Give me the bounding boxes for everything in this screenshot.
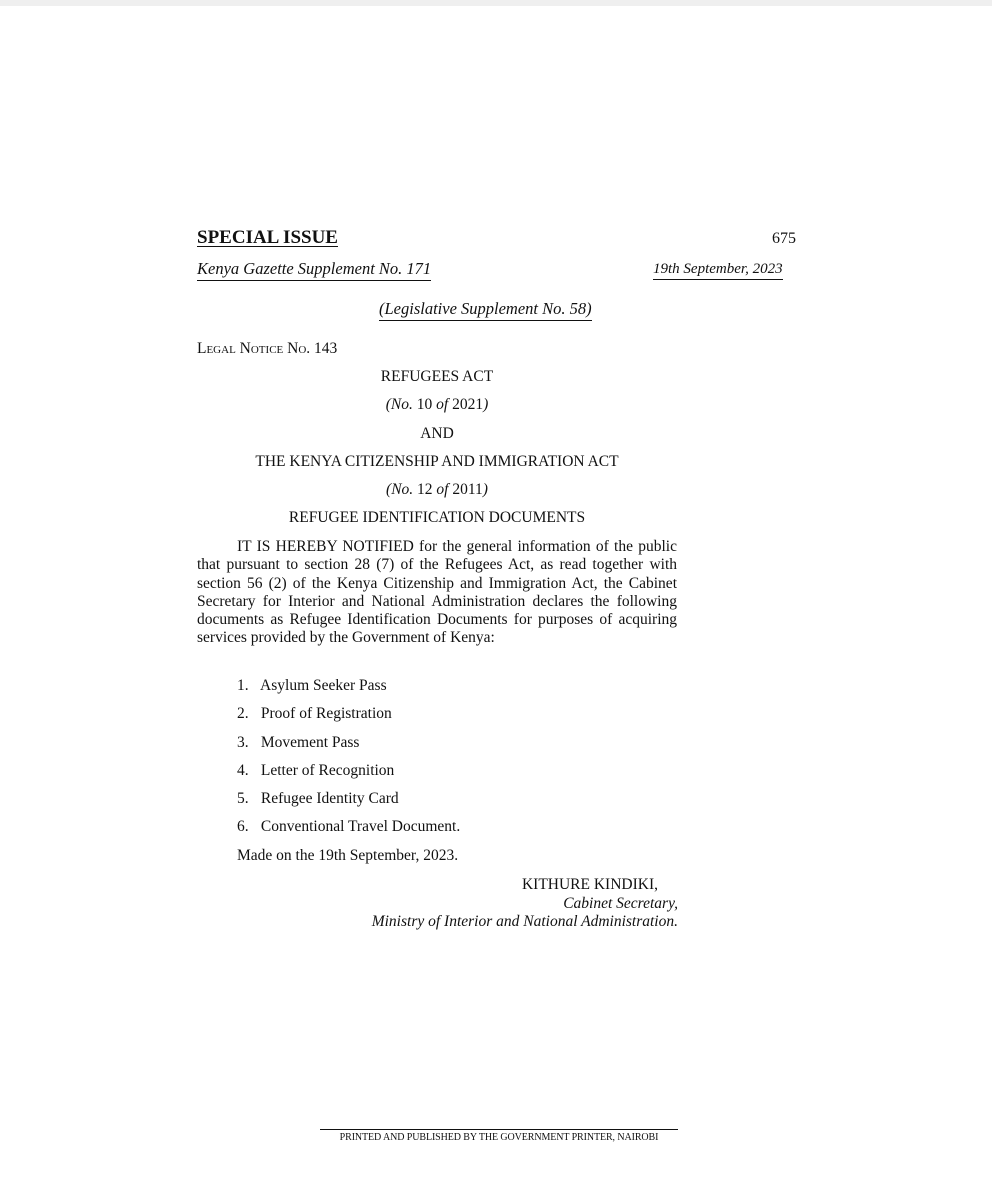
signature-block [300,876,678,932]
list-item-number: 6. [237,818,249,836]
list-item-text: Asylum Seeker Pass [260,677,387,694]
signatory-title: Cabinet Secretary, [563,894,678,912]
act1-no-year: 2021 [448,396,484,413]
list-item-text: Proof of Registration [260,705,392,723]
list-item-number: 2. [237,705,249,723]
list-item-number: 3. [237,733,249,751]
list-item [237,818,460,846]
notice-body-paragraph: IT IS HEREBY NOTIFIED for the general information of the public that pursuant to section 28 (7) of the Refugees Act, as read together with section 56 (2) of the Kenya Citizenship and Immigration Act, the Cabinet Secretary for Interior and National Administration declares the following documents as Refugee Identification Documents for purposes of acquiring services provided by the Government of Kenya: [197,538,677,647]
act2-no-year: 2011 [448,481,483,498]
list-item-text: Refugee Identity Card [260,790,399,808]
notice-subject: REFUGEE IDENTIFICATION DOCUMENTS [288,509,586,526]
list-item-number: 4. [237,761,249,779]
signatory-name: KITHURE KINDIKI, [521,876,658,893]
list-item-text: Letter of Recognition [260,761,395,779]
viewer-top-bar [0,0,992,6]
legal-notice-number: Legal Notice No. 143 [197,340,338,357]
act2-no-num: 12 [413,481,437,498]
gazette-supplement-title: Kenya Gazette Supplement No. 171 [197,259,431,281]
list-item-number: 1. [237,677,249,694]
act1-title: REFUGEES ACT [380,368,494,385]
legislative-supplement: (Legislative Supplement No. 58) [379,299,592,321]
act1-number [197,396,677,414]
special-issue-heading: SPECIAL ISSUE [197,227,338,248]
act2-no-close: ) [482,481,488,498]
act1-no-close: ) [483,396,489,413]
list-item [237,734,460,762]
act2-number [197,481,677,499]
act2-no-prefix: (No. [386,481,414,498]
list-item-text: Conventional Travel Document. [260,818,461,836]
list-item-text: Movement Pass [260,733,360,751]
documents-list [237,677,460,847]
list-item [237,762,460,790]
list-item [237,677,460,705]
act1-no-num: 10 [412,396,437,413]
act1-no-prefix: (No. [385,396,413,413]
list-item-number: 5. [237,790,249,808]
printer-footer: PRINTED AND PUBLISHED BY THE GOVERNMENT PRINTER, NAIROBI [339,1132,659,1143]
list-item [237,705,460,733]
and-connector: AND [420,425,454,442]
act2-title: THE KENYA CITIZENSHIP AND IMMIGRATION ACT [255,453,619,470]
footer-divider [320,1129,678,1130]
publication-date: 19th September, 2023 [653,261,783,280]
made-on-date: Made on the 19th September, 2023. [237,847,459,864]
list-item [237,790,460,818]
signatory-ministry: Ministry of Interior and National Administration. [371,913,678,930]
act2-no-of: of [436,481,449,498]
page-number: 675 [772,230,796,247]
act1-no-of: of [436,396,449,413]
